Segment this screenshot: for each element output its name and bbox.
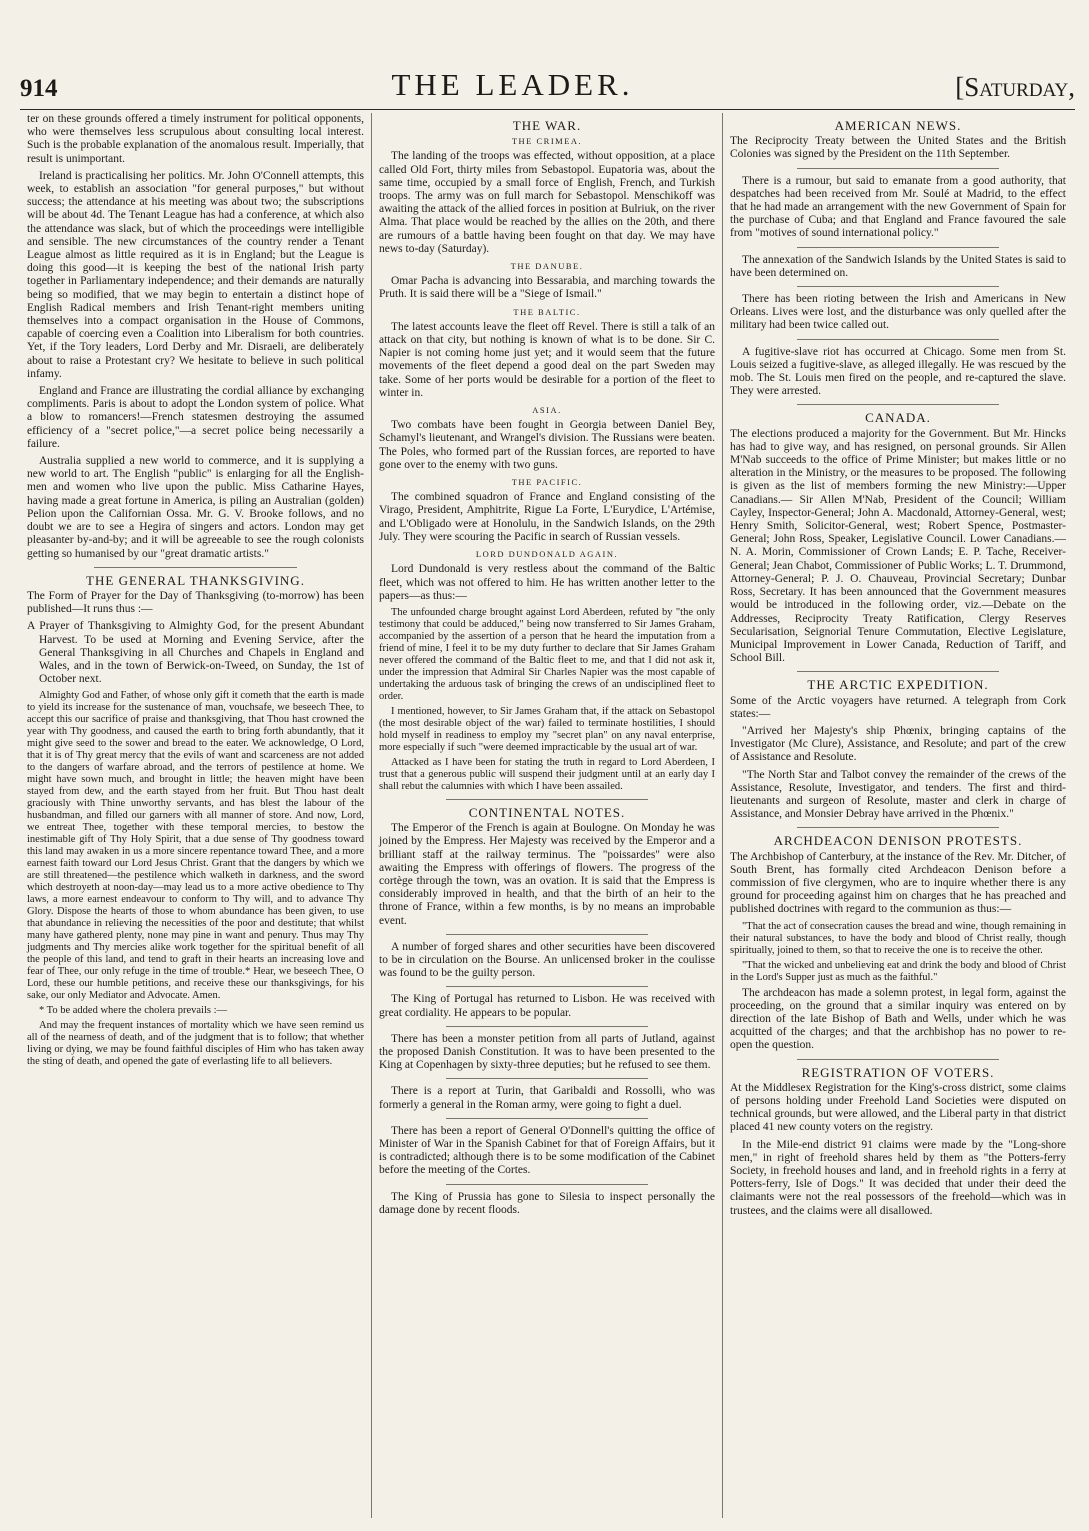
subheading-pacific: THE PACIFIC. [511,477,583,488]
paragraph: Almighty God and Father, of whose only gift it cometh that the earth is made to yield its increase for the sustenance of man, vouchsafe, we beseech Thee, to accept this our sacrifice of praise and thanksgiving, that Thou hast crowned the year with Thy goodness, and caused the earth to bring forth abundantly, that it might give seed to the sower and bread to the eater. We acknowledge, O Lord, that it is of Thy great mercy that the evils of want and scarceness are not added to the dangers of warfare abroad, and the terrors of pestilence at home. We might have sown much, and brought in little; the heaven might have been stayed from dew, and the earth stayed from her fruit. But Thou hast dealt graciously with Thine unworthy servants, and has blest the labour of the husbandman, and filled our garners with all manner of store. And now, Lord, we entreat Thee, together with these temporal mercies, to bestow the inestimable gift of Thy Holy Spirit, that a due sense of Thy goodness toward this land may awaken in us a more sincere repentance toward Thee, and a more earnest faith toward our Lord Jesus Christ. Grant that the dangers by which we are still threatened—the pestilence which walketh in darkness, and the sword which destroyeth at noon-day—may lead us to a more active obedience to Thy laws, a more earnest endeavour to conform to Thy will, and to advance Thy Glory. Dispose the hearts of those to whom abundance has been given, to use that abundance in relieving the necessities of the poor and destitute; that whilst many have gathered plenty, none may pine in want and penury. Thus may Thy judgments and Thy mercies alike work together for the spiritual benefit of all the people of this land, and tend to graft in their hearts an increasing love and fear of Thee, our only refuge in the time of trouble.* Hear, we beseech Thee, O Lord, these our humble petitions, and receive these our thanksgivings, for his sake, our only Mediator and Advocate. Amen. [27,690,364,1002]
section-heading-denison: ARCHDEACON DENISON PROTESTS. [773,833,1023,849]
section-heading-thanksgiving: THE GENERAL THANKSGIVING. [86,572,305,588]
divider [446,934,648,935]
paragraph: In the Mile-end district 91 claims were made by the "Long-shore men," in right of freehold shares held by them as "the Potters-ferry Society, in freehold houses and land, and in freehold rights in a ferry at Potters-ferry, Isle of Dogs." It was decided that under their deed the claimants were not the real possessors of the freehold—which was in trustees, and the claims were all disallowed. [730,1138,1066,1217]
divider [797,168,999,169]
paragraph: England and France are illustrating the cordial alliance by exchanging compliments. Paris is about to adopt the London system of police. What a blow to romancers!—French statesmen destroying the assumed efficiency of a "secret police,"—a secret police being necessarily a failure. [27,385,364,450]
paragraph: "That the wicked and unbelieving eat and drink the body and blood of Christ in the Lord's Supper just as much as the faithful." [730,959,1066,983]
paragraph: The Archbishop of Canterbury, at the instance of the Rev. Mr. Ditcher, of South Brent, has formally cited Archdeacon Denison before a commission of five clergymen, who are to inquire whether there is any ground for proceeding against him on charges that he has preached and published doctrines with regard to the communion as thus:— [730,850,1066,916]
column-1 [20,113,371,1518]
paragraph: Attacked as I have been for stating the truth in regard to Lord Aberdeen, I trust that a generous public will suspend their judgment until at an early day I shall rebut the calumnies with which I have been assailed. [379,756,715,792]
paragraph: There is a rumour, but said to emanate from a good authority, that despatches had been received from Mr. Soulé at Madrid, to the effect that he had made an arrangement with the new Government of Spain for the purchase of Cuba; and that England and France favoured the sale from "motives of sound international policy." [730,174,1066,240]
paragraph: A fugitive-slave riot has occurred at Chicago. Some men from St. Louis seized a fugitive-slave, as alleged illegally. He was rescued by the mob. The St. Louis men fired on the people, and re-captured the slave. They were arrested. [730,345,1066,398]
paragraph: The Emperor of the French is again at Boulogne. On Monday he was joined by the Empress. Her Majesty was received by the Emperor and a brilliant staff at the railway terminus. The "poissardes" were also awaiting the Empress with offerings of flowers. The progress of the cortège through the town, was an ovation. It is said that the Empress is considerably improved in health, and that the birth of an heir to the throne of France, within a few months, is by no means an improbable event. [379,822,715,927]
divider [94,567,296,568]
paragraph: There has been a report of General O'Donnell's quitting the office of Minister of War in the Spanish Cabinet for that of Foreign Affairs, but it is contradicted; although there is to be some modification of the Cabinet before the meeting of the Cortes. [379,1124,715,1177]
divider [446,1026,648,1027]
divider [797,247,999,248]
prayer-title: A Prayer of Thanksgiving to Almighty God, for the present Abundant Harvest. To be used at Morning and Evening Service, after the General Thanksgiving in all Churches and Chapels in England and Wales, and in the town of Berwick-on-Tweed, on Sunday, the 1st of October next. [27,620,364,686]
section-heading-continental: CONTINENTAL NOTES. [468,804,626,820]
paragraph: At the Middlesex Registration for the King's-cross district, some claims of persons holding under Freehold Land Societies were disputed on technical grounds, but were allowed, and the Liberal party in that district placed 41 new county voters on the registry. [730,1081,1066,1134]
paragraph: Ireland is practicalising her politics. Mr. John O'Connell attempts, this week, to establish an association "for general purposes," but without success; the attendance at his meeting was about two; the subscriptions will be about 4d. The Tenant League has had a conference, at which also the attendance was slack, but of which the proceedings were intelligible and sensible. The new circumstances of the country render a Tenant League almost as little required as it is in England; but the League is doing this good—it is keeping the best of the national Irish party together in Parliamentary independence; and their demands are naturally being so modified, that we may begin to entertain a distinct hope of English Radical members and Irish Tenant-right members uniting themselves into a compact organisation in the House of Commons, capable of coercing even a Coalition into Liberalism for both countries. Yet, if the Tory leaders, Lord Derby and Mr. Disraeli, are deliberately about to raise a Protestant cry? We hesitate to believe in such political infamy. [27,169,364,380]
divider [797,671,999,672]
paragraph: The landing of the troops was effected, without opposition, at a place called Old Fort, thirty miles from Sebastopol. Eupatoria was, about the same time, occupied by a small force of English, French, and Turkish troops. The army was on full march for Sebastopol. Menschikoff was awaiting the attack of the allied forces in position at Bulriuk, on the river Alma. That place would be reached by the allies on the 20th, and there are rumours of a battle having been fought on that day. We may have news to-day (Saturday). [379,150,715,255]
paragraph: Omar Pacha is advancing into Bessarabia, and marching towards the Pruth. It is said there will be a "Siege of Ismail." [379,275,715,301]
paragraph: And may the frequent instances of mortality which we have seen remind us all of the nearness of death, and of the judgment that is to follow; that whether living or dying, we may be found faithful disciples of Him who has taken away the sting of death, and opened the gate of everlasting life to all believers. [27,1020,364,1068]
footnote: * To be added where the cholera prevails :— [39,1005,228,1017]
section-heading-arctic: THE ARCTIC EXPEDITION. [807,677,989,693]
article-columns [20,113,1075,1518]
paragraph: The combined squadron of France and England consisting of the Virago, President, Amphitrite, Rigue La Forte, L'Eurydice, L'Artémise, and L'Obligado were at Honolulu, in the Sandwich Islands, on the 29th July. They were scouring the Pacific in search of Russian vessels. [379,491,715,543]
paragraph: A number of forged shares and other securities have been discovered to be in circulation on the Bourse. An unlicensed broker in the coulisse was found to be the guilty person. [379,940,715,980]
paragraph: The King of Portugal has returned to Lisbon. He was received with great cordiality. He appears to be popular. [379,993,715,1019]
divider [446,1078,648,1079]
paragraph: The elections produced a majority for the Government. But Mr. Hincks has had to give way, and has resigned, on personal grounds. Sir Allen M'Nab succeeds to the office of Prime Minister; but makes little or no alteration in the Ministry, or the measures to be proposed. The following is given as the list of members forming the new Ministry:—Upper Canadians.— Sir Allen M'Nab, President of the Council; William Cayley, Inspector-General; John A. Macdonald, Attorney-General, west; Henry Smith, Solicitor-General, west; Robert Spence, Postmaster-General; John Ross, Speaker, Legislative Council. Lower Canadians.—N. A. Morin, Commissioner of Crown Lands; E. P. Tache, Receiver-General; Jean Chabot, Commissioner of Public Works; L. T. Drummond, Attorney-General; P. J. O. Chauveau, Provincial Secretary; Dunbar Ross, Secretary. It has been announced that the Government measures would be introduced in the following order, viz.—Debate on the Addresses, Reciprocity Treaty Ratification, Clergy Reserves Secularisation, Seignorial Tenure Commutation, Elective Legislature, Municipal Improvement in Lower Canada, Reduction of Tariff, and School Bill. [730,427,1066,665]
subheading-dundonald: LORD DUNDONALD AGAIN. [475,549,619,560]
doctrine-quote [730,921,1066,984]
divider [446,1118,648,1119]
divider [797,404,999,405]
divider [446,1184,648,1185]
paragraph: "Arrived her Majesty's ship Phœnix, bringing captains of the Investigator (Mc Clure), Assistance, and Resolute; and part of the crew of Assistance and Resolute. [730,724,1066,764]
section-heading-canada: CANADA. [865,410,931,426]
column-3 [722,113,1073,1518]
paragraph: "That the act of consecration causes the bread and wine, though remaining in their natural substances, to have the body and blood of Christ really, though spiritually, joined to them, so that to receive the one is to receive the other. [730,920,1066,956]
paragraph: The archdeacon has made a solemn protest, in legal form, against the proceeding, on the ground that a similar inquiry was entered on by direction of the late Bishop of Bath and Wells, under which he was acquitted of the charges; and that the archbishop has no power to re-open the question. [730,986,1066,1052]
section-heading-voters: REGISTRATION OF VOTERS. [801,1064,995,1080]
prayer-text [27,690,364,1068]
dundonald-letter [379,607,715,793]
paragraph: "The North Star and Talbot convey the remainder of the crews of the Assistance, Resolute, Investigator, and tenders. The first and third-lieutenants and surgeon of Resolute, master and clerk in charge of Assistance, and Monsier Debray have arrived in the Phœnix." [730,768,1066,821]
paragraph: The latest accounts leave the fleet off Revel. There is still a talk of an attack on that city, but nothing is known of what is to be done. Sir C. Napier is not coming home just yet; and it would seem that the future movements of the fleet depend a good deal on the part Sweden may take. Some of her ports would be desirable for a portion of the fleet to winter in. [379,320,715,399]
subheading-danube: THE DANUBE. [510,261,584,272]
divider [446,799,648,800]
paragraph: The Reciprocity Treaty between the United States and the British Colonies was signed by the President on the 11th September. [730,135,1066,161]
subheading-baltic: THE BALTIC. [513,306,581,317]
section-heading-war: THE WAR. [512,118,582,133]
section-heading-american: AMERICAN NEWS. [834,118,962,133]
paragraph: There is a report at Turin, that Garibaldi and Rossolli, who was formerly a general in the Roman army, were going to fight a duel. [379,1085,715,1111]
paragraph: Some of the Arctic voyagers have returned. A telegraph from Cork states:— [730,694,1066,720]
masthead [20,62,1075,110]
paragraph: I mentioned, however, to Sir James Graham that, if the attack on Sebastopol (the most desirable object of the war) failed to terminate hostilities, I should hold myself in readiness to employ my "secret plan" on any naval enterprise, more especially if such "were deemed impracticable by the usual art of war. [379,705,715,753]
paragraph: The unfounded charge brought against Lord Aberdeen, refuted by "the only testimony that could be adduced," being now transferred to Sir James Graham, accompanied by the assertion of a person that he heard the imputation from a friend of mine, I feel it to be my duty further to declare that Sir James Graham never offered the command of the Baltic fleet to me, and that I did not ask it, under the impression that Admiral Sir Charles Napier was the most capable of undertaking the arduous task of bringing the crews of an undisciplined fleet to order. [379,606,715,702]
paragraph: The annexation of the Sandwich Islands by the United States is said to have been determined on. [730,253,1066,279]
paragraph: There has been rioting between the Irish and Americans in New Orleans. Lives were lost, and the disturbance was only quelled after the military had been twice called out. [730,293,1066,332]
subheading-crimea: THE CRIMEA. [511,136,583,147]
paragraph: The Form of Prayer for the Day of Thanksgiving (to-morrow) has been published—It runs thus :— [27,589,364,616]
paragraph: Two combats have been fought in Georgia between Daniel Bey, Schamyl's lieutenant, and Wrangel's division. The Russians were beaten. The Poles, who formed part of the Russian forces, are reported to have gone over to the enemy with two guns. [379,419,715,471]
divider [797,339,999,340]
page-number: 914 [20,75,58,102]
subheading-asia: ASIA. [532,405,562,416]
paragraph: ter on these grounds offered a timely instrument for political opponents, who were themselves less scrupulous about consulting local interest. Such is the probable explanation of the anomalous result. Imperially, that result is unimportant. [27,113,364,165]
paragraph: There has been a monster petition from all parts of Jutland, against the proposed Danish Constitution. It was to have been presented to the King at Copenhagen by sixty-three deputies; but he refused to see them. [379,1032,715,1072]
paragraph: Australia supplied a new world to commerce, and it is supplying a new world to art. The English "public" is enlarging for all the English-men and women who live upon the public. Miss Catharine Hayes, having made a great fortune in America, is piling an Australian (golden) Pelion upon the Californian Ossa. Mr. G. V. Brooke follows, and no doubt we are to see a Hegira of singers and actors. London may get pleasanter by-and-by; and it will be agreeable to see the rough colonists getting so humanised by our "great dramatic artists." [27,455,364,560]
newspaper-title: THE LEADER. [391,67,634,102]
divider [797,827,999,828]
divider [446,986,648,987]
issue-day: [Saturday, [955,72,1075,102]
paragraph: Lord Dundonald is very restless about the command of the Baltic fleet, which was not offered to him. He has written another letter to the papers—as thus:— [379,563,715,602]
paragraph: The King of Prussia has gone to Silesia to inspect personally the damage done by recent floods. [379,1190,715,1216]
divider [797,1059,999,1060]
column-2 [371,113,722,1518]
divider [797,286,999,287]
